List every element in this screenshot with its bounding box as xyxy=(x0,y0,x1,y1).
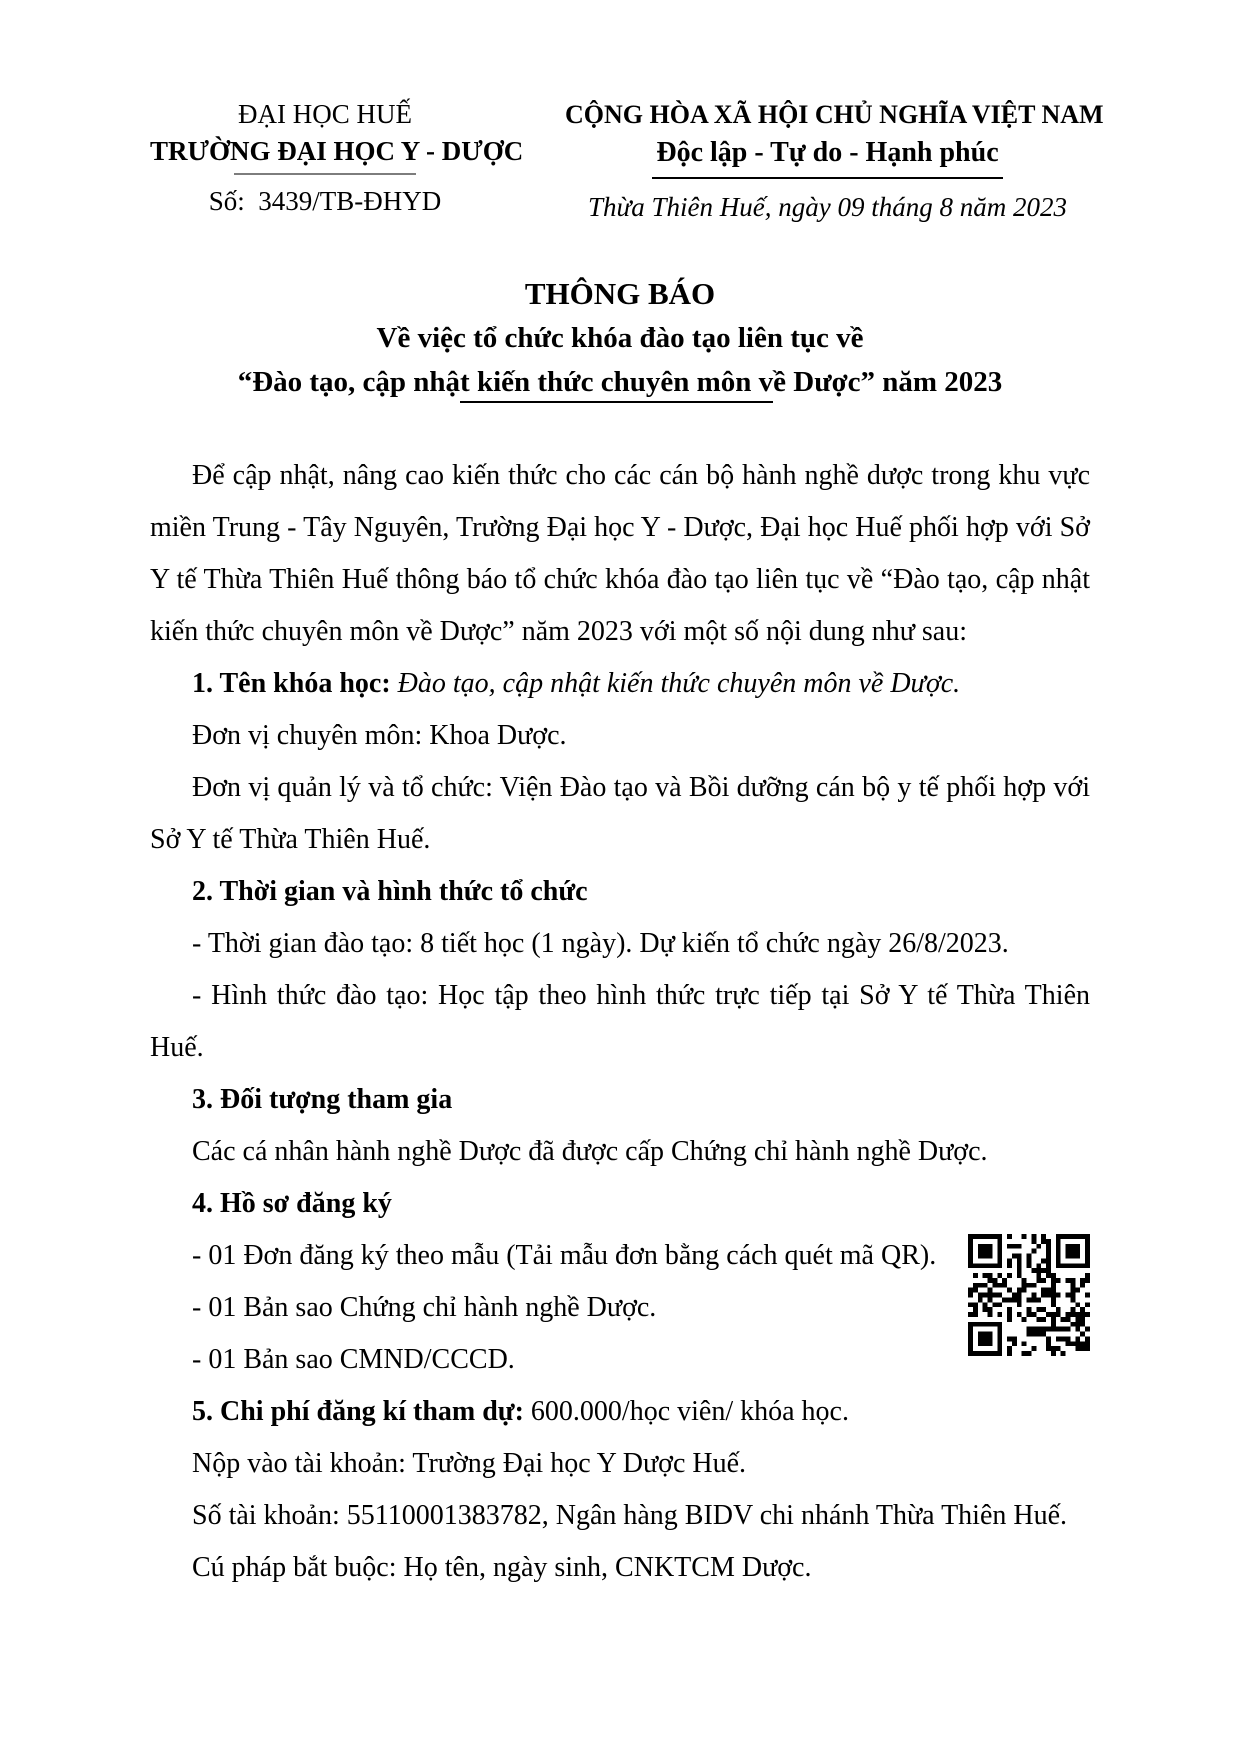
document-subtitle-2 xyxy=(150,360,1090,404)
transfer-syntax-line: Cú pháp bắt buộc: Họ tên, ngày sinh, CNKTCM Dược. xyxy=(192,1552,812,1583)
fee-value: 600.000/học viên/ khóa học. xyxy=(523,1396,849,1427)
fee-label: 5. Chi phí đăng kí tham dự: xyxy=(192,1396,524,1427)
qr-code xyxy=(968,1234,1090,1356)
motto-line xyxy=(565,135,1090,179)
subtitle-2-post: ề Dược” năm 2023 xyxy=(773,366,1003,398)
id-copy-line: - 01 Bản sao CMND/CCCD. xyxy=(192,1344,515,1375)
title-block xyxy=(150,272,1090,404)
document-number: Số: 3439/TB-ĐHYD xyxy=(208,186,442,216)
registration-documents-block xyxy=(150,1230,1090,1386)
section-2-heading: 2. Thời gian và hình thức tổ chức xyxy=(192,876,588,907)
specialty-unit-line: Đơn vị chuyên môn: Khoa Dược. xyxy=(192,720,567,751)
document-header xyxy=(150,96,1104,226)
place-date-line: Thừa Thiên Huế, ngày 09 tháng 8 năm 2023 xyxy=(588,192,1067,222)
course-name-value: Đào tạo, cập nhật kiến thức chuyên môn về Dược. xyxy=(397,668,961,699)
document-title: THÔNG BÁO xyxy=(524,276,716,311)
subtitle-2-pre: “Đào tạo, cập nhậ xyxy=(237,366,461,398)
org-parent-name: ĐẠI HỌC HUẾ xyxy=(238,99,412,129)
course-name-label: 1. Tên khóa học: xyxy=(192,668,398,699)
section-3-heading: 3. Đối tượng tham gia xyxy=(192,1084,453,1115)
course-name-line xyxy=(150,658,1090,710)
training-time-line: - Thời gian đào tạo: 8 tiết học (1 ngày). Dự kiến tổ chức ngày 26/8/2023. xyxy=(192,928,1009,959)
subtitle-2-underlined: t kiến thức chuyên môn v xyxy=(460,366,773,403)
org-name: TRƯỜNG ĐẠI HỌC Y - DƯỢC xyxy=(150,136,524,166)
account-number-line: Số tài khoản: 55110001383782, Ngân hàng BIDV chi nhánh Thừa Thiên Huế. xyxy=(192,1500,1068,1531)
registration-form-line: - 01 Đơn đăng ký theo mẫu (Tải mẫu đơn bằng cách quét mã QR). xyxy=(192,1240,937,1271)
intro-paragraph: Để cập nhật, nâng cao kiến thức cho các cán bộ hành nghề dược trong khu vực miền Trung - Tây Nguyên, Trường Đại học Y - Dược, Đại học Huế phối hợp với Sở Y tế Thừa Thiên Huế thông báo tổ chức khóa đào tạo liên tục về “Đào tạo, cập nhật kiến thức chuyên môn về Dược” năm 2023 với một số nội dung như sau: xyxy=(150,460,1090,647)
issuing-org-block xyxy=(150,96,524,220)
motto-text: Độc lập - Tự do - Hạnh phúc xyxy=(652,135,1002,179)
participants-line: Các cá nhân hành nghề Dược đã được cấp Chứng chỉ hành nghề Dược. xyxy=(192,1136,988,1167)
certificate-copy-line: - 01 Bản sao Chứng chỉ hành nghề Dược. xyxy=(192,1292,657,1323)
national-header-block xyxy=(565,96,1104,226)
country-title: CỘNG HÒA XÃ HỘI CHỦ NGHĨA VIỆT NAM xyxy=(565,100,1104,129)
org-underline xyxy=(234,173,416,175)
document-body xyxy=(150,450,1090,1594)
training-format-line: - Hình thức đào tạo: Học tập theo hình thức trực tiếp tại Sở Y tế Thừa Thiên Huế. xyxy=(150,980,1090,1063)
management-unit-line: Đơn vị quản lý và tổ chức: Viện Đào tạo và Bồi dưỡng cán bộ y tế phối hợp với Sở Y tế Thừa Thiên Huế. xyxy=(150,772,1090,855)
section-4-heading: 4. Hồ sơ đăng ký xyxy=(192,1188,392,1219)
account-name-line: Nộp vào tài khoản: Trường Đại học Y Dược Huế. xyxy=(192,1448,747,1479)
document-subtitle-1: Về việc tổ chức khóa đào tạo liên tục về xyxy=(376,322,864,354)
fee-line xyxy=(150,1386,1090,1438)
